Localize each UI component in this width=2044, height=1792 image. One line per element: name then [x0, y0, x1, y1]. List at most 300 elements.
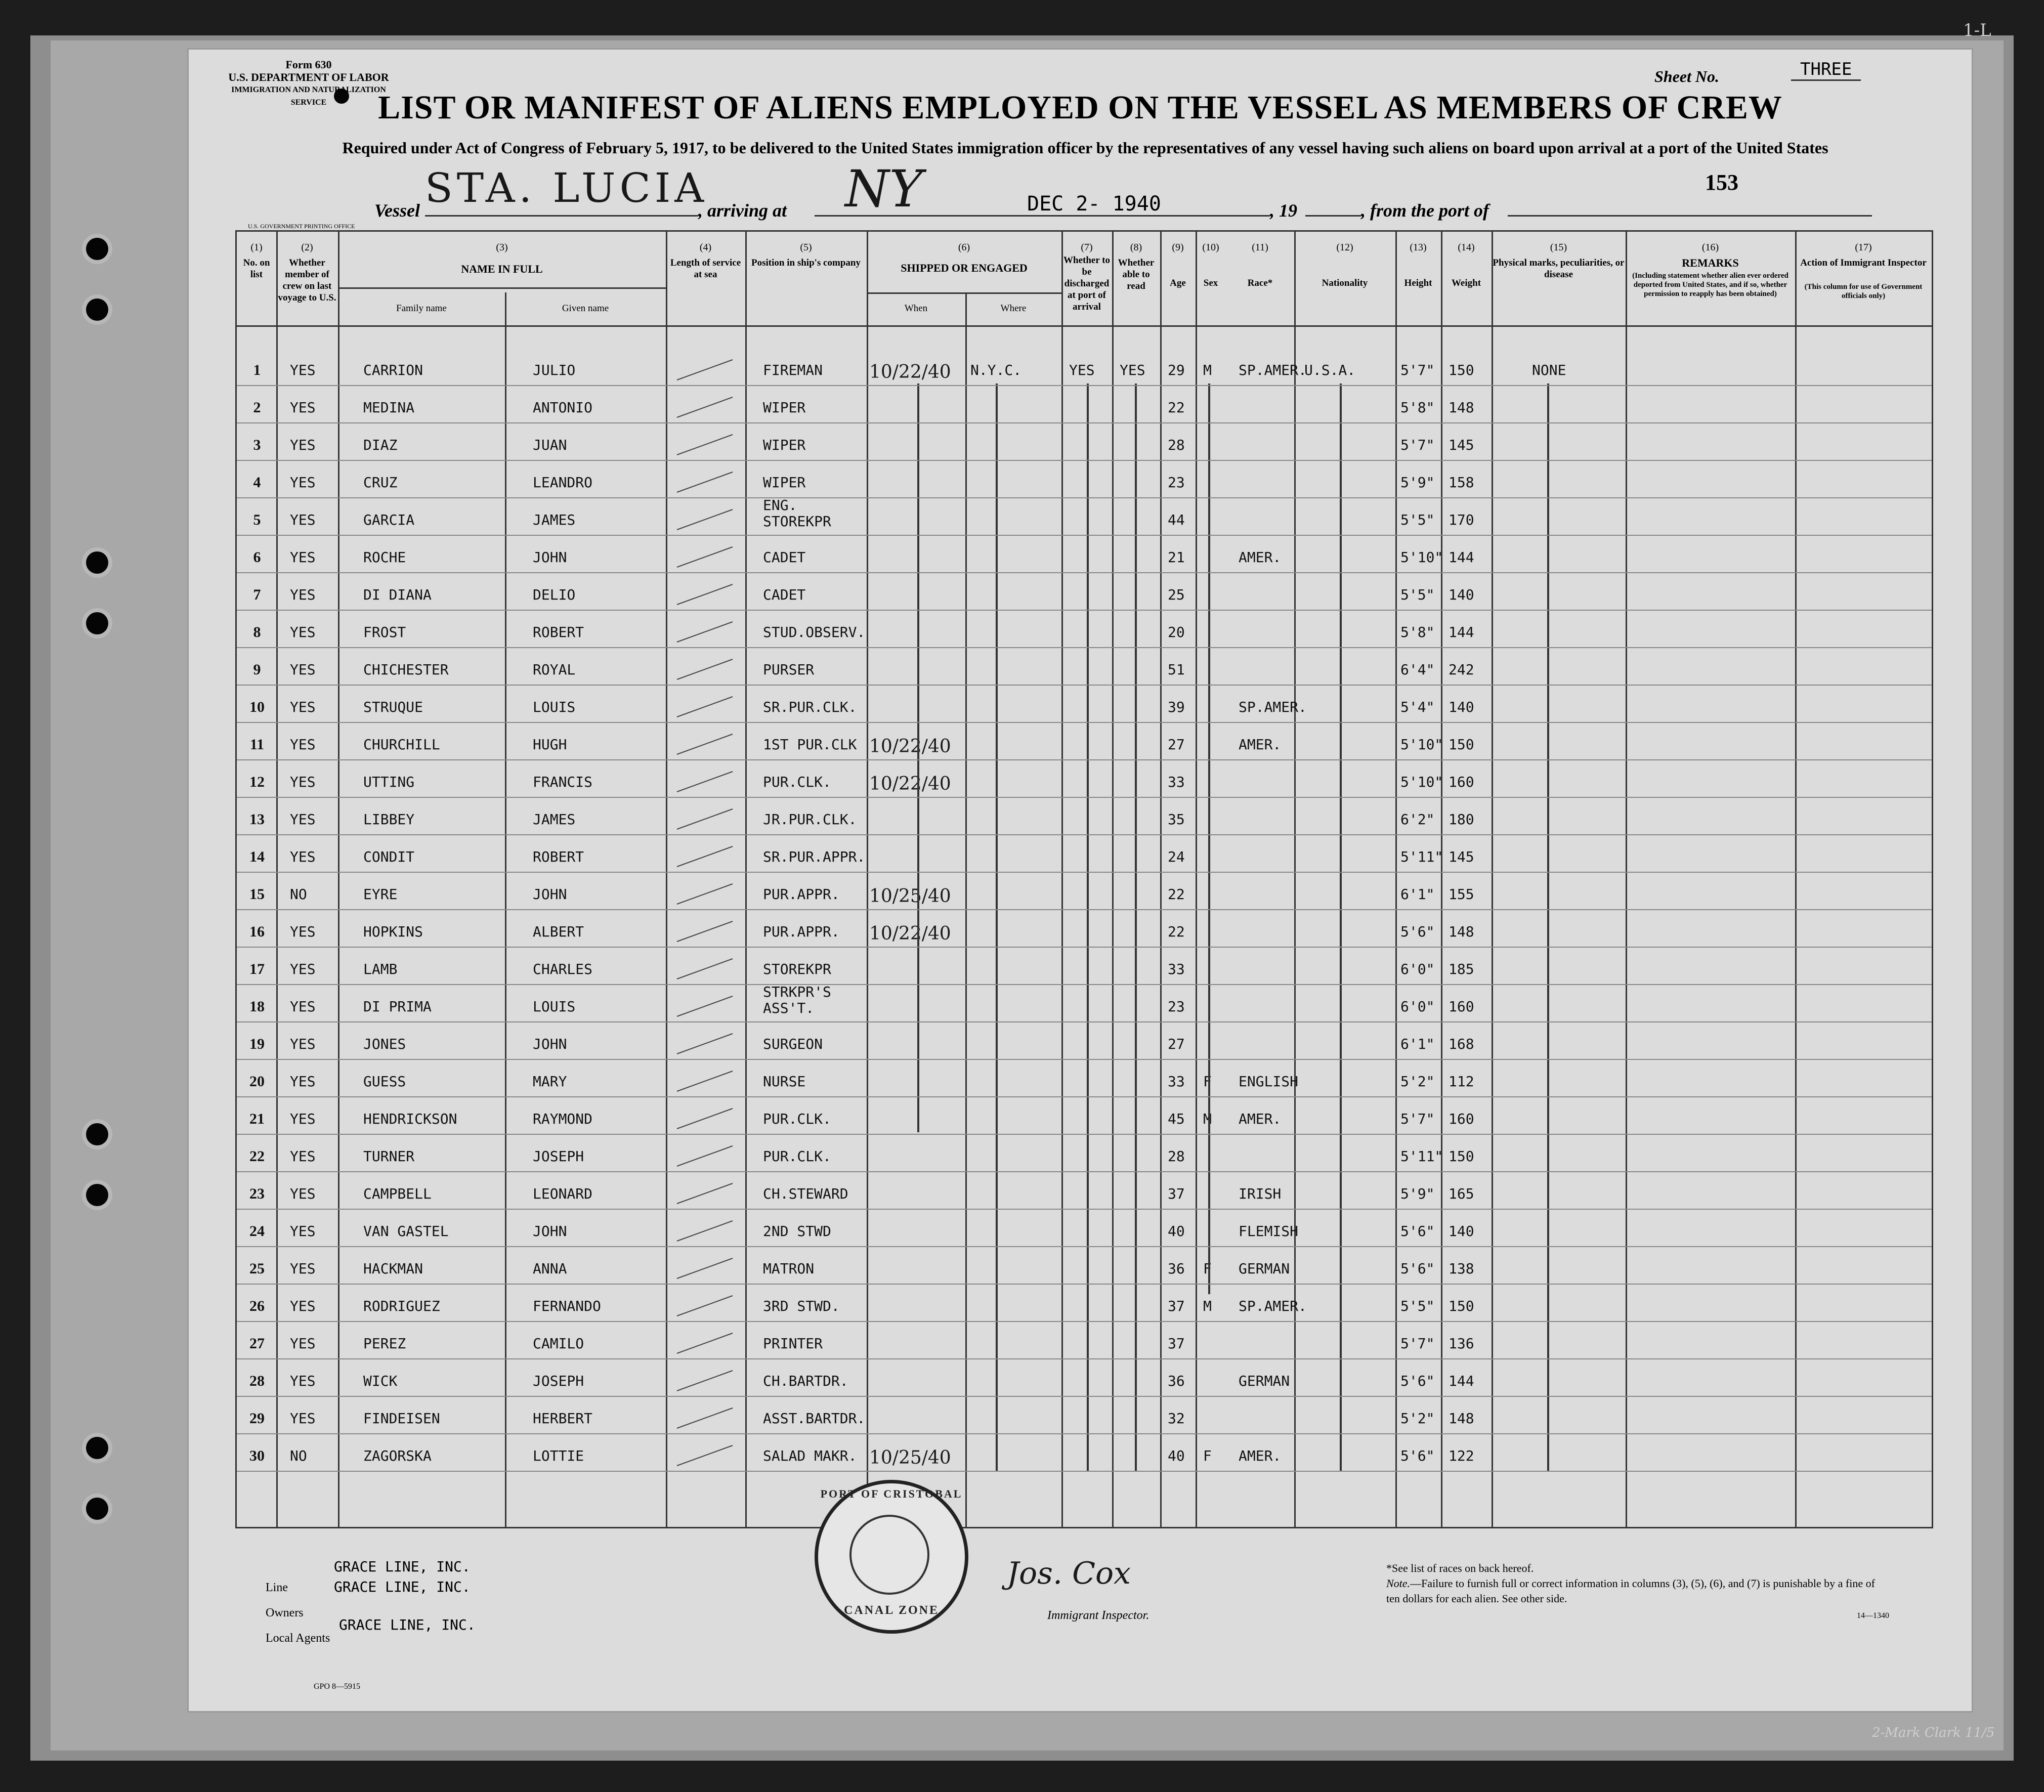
- service-dash: [672, 1029, 748, 1059]
- inspector-signature: Jos. Cox: [1007, 1556, 1131, 1591]
- service-dash: [672, 729, 748, 759]
- weight: 170: [1449, 511, 1474, 528]
- service-dash-stroke: [677, 697, 733, 717]
- col-num-15: (15): [1550, 242, 1567, 253]
- age: 33: [1168, 774, 1185, 790]
- col-hdr-remarks: REMARKS: [1682, 257, 1739, 269]
- margin-mark-top: 1-L: [1963, 20, 1991, 40]
- age: 39: [1168, 699, 1185, 715]
- col-hdr-service: Length of service at sea: [670, 258, 741, 280]
- row-number: 30: [249, 1447, 265, 1464]
- col-num-17: (17): [1855, 242, 1872, 253]
- given-name: JUAN: [533, 437, 567, 453]
- table-row: [237, 984, 1932, 1025]
- position: CADET: [763, 549, 806, 566]
- col-hdr-age: Age: [1170, 278, 1186, 288]
- page-subtitle: Required under Act of Congress of February 5, 1917, to be delivered to the United States immigration officer by the representatives of any vessel having such aliens on board upon arrival at a port of the United States: [342, 139, 1828, 157]
- row-number: 2: [253, 399, 261, 416]
- family-name: CRUZ: [363, 474, 398, 491]
- page-number: 153: [1705, 170, 1738, 195]
- service-dash-stroke: [677, 996, 733, 1016]
- service-dash-stroke: [677, 1296, 733, 1316]
- service-dash-stroke: [677, 509, 733, 530]
- weight: 138: [1449, 1260, 1474, 1277]
- family-name: LIBBEY: [363, 811, 415, 828]
- col-num-4: (4): [699, 242, 712, 253]
- discharged: YES: [1069, 362, 1095, 378]
- row-number: 5: [253, 511, 261, 528]
- age: 44: [1168, 511, 1185, 528]
- sex: M: [1203, 362, 1212, 378]
- height: 6'0": [1400, 961, 1435, 977]
- col-num-11: (11): [1252, 242, 1268, 253]
- row-divider: [237, 1396, 1932, 1397]
- last-voyage: YES: [290, 586, 316, 603]
- owners-label: Owners: [266, 1606, 304, 1619]
- table-row: [237, 1025, 1932, 1062]
- weight: 122: [1449, 1447, 1474, 1464]
- last-voyage: YES: [290, 1298, 316, 1314]
- family-name: UTTING: [363, 774, 415, 790]
- row-number: 26: [249, 1298, 265, 1314]
- service-dash: [672, 1291, 748, 1321]
- last-voyage: YES: [290, 399, 316, 416]
- given-name: JOSEPH: [533, 1373, 584, 1389]
- given-name: MARY: [533, 1073, 567, 1090]
- col-hdr-race: Race*: [1247, 278, 1273, 288]
- service-dash: [672, 467, 748, 497]
- table-row: [237, 1361, 1932, 1399]
- row-divider: [237, 1134, 1932, 1135]
- last-voyage: YES: [290, 362, 316, 378]
- sex: F: [1203, 1260, 1212, 1277]
- weight: 148: [1449, 399, 1474, 416]
- height: 5'5": [1400, 1298, 1435, 1314]
- last-voyage: YES: [290, 1148, 316, 1165]
- row-divider: [237, 1171, 1932, 1172]
- margin-mark-bottom: 2-Mark Clark 11/5: [1872, 1725, 1995, 1740]
- last-voyage: YES: [290, 1373, 316, 1389]
- row-divider: [237, 1471, 1932, 1472]
- height: 5'5": [1400, 511, 1435, 528]
- row-number: 25: [249, 1260, 265, 1277]
- family-name: CONDIT: [363, 848, 415, 865]
- position: CH.STEWARD: [763, 1185, 848, 1202]
- ditto-mark: [996, 383, 998, 1471]
- service-dash: [672, 355, 748, 385]
- weight: 148: [1449, 923, 1474, 940]
- service-dash: [672, 954, 748, 984]
- service-dash: [672, 1141, 748, 1171]
- service-dash: [672, 1403, 748, 1433]
- given-name: JOSEPH: [533, 1148, 584, 1165]
- height: 5'6": [1400, 1447, 1435, 1464]
- height: 6'4": [1400, 661, 1435, 678]
- fine-note: [1386, 1576, 1882, 1606]
- table-row: [237, 912, 1932, 950]
- family-name: ZAGORSKA: [363, 1447, 432, 1464]
- row-divider: [237, 1209, 1932, 1210]
- binder-hole: [86, 1123, 108, 1145]
- col-num-3: (3): [496, 242, 508, 253]
- service-dash: [672, 654, 748, 685]
- service-dash: [672, 1178, 748, 1209]
- position: STRKPR'S ASS'T.: [763, 984, 831, 1016]
- position: JR.PUR.CLK.: [763, 811, 857, 828]
- table-row: [237, 650, 1932, 688]
- sex: F: [1203, 1073, 1212, 1090]
- position: STUD.OBSERV.: [763, 624, 866, 641]
- given-name: LOTTIE: [533, 1447, 584, 1464]
- given-name: ROYAL: [533, 661, 576, 678]
- position: SR.PUR.CLK.: [763, 699, 857, 715]
- position: STOREKPR: [763, 961, 831, 977]
- age: 33: [1168, 961, 1185, 977]
- weight: 144: [1449, 624, 1474, 641]
- weight: 242: [1449, 661, 1474, 678]
- service-dash: [672, 1216, 748, 1246]
- given-name: RAYMOND: [533, 1111, 593, 1127]
- family-name: GARCIA: [363, 511, 415, 528]
- last-voyage: YES: [290, 549, 316, 566]
- row-divider: [237, 1021, 1932, 1022]
- row-number: 15: [249, 886, 265, 903]
- service-dash-stroke: [677, 1183, 733, 1204]
- col-hdr-nationality: Nationality: [1322, 278, 1368, 288]
- position: CADET: [763, 586, 806, 603]
- stamp-center: [849, 1515, 929, 1595]
- ditto-mark: [1340, 383, 1342, 1471]
- service-dash: [672, 1328, 748, 1358]
- row-divider: [237, 797, 1932, 798]
- table-row: [237, 875, 1932, 912]
- ditto-mark: [1547, 383, 1549, 1471]
- company-name: GRACE LINE, INC.: [334, 1558, 471, 1575]
- weight: 144: [1449, 549, 1474, 566]
- given-name: JOHN: [533, 1036, 567, 1052]
- last-voyage: YES: [290, 474, 316, 491]
- table-row: [237, 497, 1932, 538]
- row-number: 16: [249, 923, 265, 940]
- service-dash: [672, 916, 748, 947]
- family-name: DIAZ: [363, 437, 398, 453]
- age: 25: [1168, 586, 1185, 603]
- age: 37: [1168, 1185, 1185, 1202]
- given-name: ROBERT: [533, 848, 584, 865]
- ditto-mark: [1135, 383, 1137, 1471]
- given-name: JOHN: [533, 1223, 567, 1240]
- service-dash: [672, 1103, 748, 1134]
- shipped-where: N.Y.C.: [970, 362, 1022, 378]
- height: 5'9": [1400, 474, 1435, 491]
- last-voyage: YES: [290, 736, 316, 753]
- family-name: LAMB: [363, 961, 398, 977]
- service-dash-stroke: [677, 772, 733, 792]
- weight: 168: [1449, 1036, 1474, 1052]
- binder-hole: [86, 1437, 108, 1459]
- ditto-mark: [1087, 383, 1089, 1471]
- family-name: EYRE: [363, 886, 398, 903]
- table-row: [237, 1436, 1932, 1474]
- age: 23: [1168, 474, 1185, 491]
- age: 40: [1168, 1223, 1185, 1240]
- service-dash: [672, 579, 748, 610]
- position: 2ND STWD: [763, 1223, 831, 1240]
- race: AMER.: [1239, 1447, 1282, 1464]
- family-name: CAMPBELL: [363, 1185, 432, 1202]
- note-text: —Failure to furnish full or correct information in columns (3), (5), (6), and (7) is punishable by a fine of ten dollars for each alien. See other side.: [1386, 1577, 1875, 1605]
- col-hdr-last-voyage: Whether member of crew on last voyage to U.S.: [278, 258, 336, 303]
- last-voyage: YES: [290, 1036, 316, 1052]
- service-dash-stroke: [677, 921, 733, 942]
- service-dash-stroke: [677, 397, 733, 417]
- binder-hole: [86, 612, 108, 634]
- family-name: DI PRIMA: [363, 998, 432, 1015]
- arriving-label: , arriving at: [698, 200, 787, 221]
- col-hdr-weight: Weight: [1451, 278, 1481, 288]
- manifest-sheet: [187, 48, 1973, 1713]
- family-name: HOPKINS: [363, 923, 423, 940]
- row-divider: [237, 610, 1932, 611]
- weight: 140: [1449, 1223, 1474, 1240]
- row-divider: [237, 1321, 1932, 1322]
- col-num-14: (14): [1458, 242, 1475, 253]
- race: AMER.: [1239, 736, 1282, 753]
- height: 5'7": [1400, 362, 1435, 378]
- position: CH.BARTDR.: [763, 1373, 848, 1389]
- age: 37: [1168, 1335, 1185, 1352]
- age: 20: [1168, 624, 1185, 641]
- col-hdr-family: Family name: [396, 303, 447, 314]
- weight: 140: [1449, 699, 1474, 715]
- row-divider: [237, 460, 1932, 461]
- row-divider: [237, 872, 1932, 873]
- given-name: JOHN: [533, 886, 567, 903]
- binder-hole: [86, 551, 108, 574]
- service-dash-stroke: [677, 584, 733, 605]
- height: 6'0": [1400, 998, 1435, 1015]
- row-number: 8: [253, 624, 261, 641]
- family-name: TURNER: [363, 1148, 415, 1165]
- shipped-when: 10/25/40: [869, 1447, 951, 1468]
- crew-table: [235, 230, 1933, 1528]
- weight: 160: [1449, 1111, 1474, 1127]
- age: 23: [1168, 998, 1185, 1015]
- age: 22: [1168, 923, 1185, 940]
- service-dash-stroke: [677, 1408, 733, 1428]
- row-divider: [237, 647, 1932, 648]
- binder-hole: [86, 238, 108, 260]
- service-dash-stroke: [677, 547, 733, 567]
- service-dash-stroke: [677, 622, 733, 642]
- weight: 180: [1449, 811, 1474, 828]
- service-dash: [672, 1066, 748, 1096]
- col-hdr-no: No. on list: [243, 258, 270, 280]
- col-num-12: (12): [1336, 242, 1353, 253]
- position: SALAD MAKR.: [763, 1447, 857, 1464]
- family-name: HENDRICKSON: [363, 1111, 457, 1127]
- given-name: JOHN: [533, 549, 567, 566]
- weight: 155: [1449, 886, 1474, 903]
- family-name: DI DIANA: [363, 586, 432, 603]
- last-voyage: YES: [290, 661, 316, 678]
- position: WIPER: [763, 474, 806, 491]
- age: 37: [1168, 1298, 1185, 1314]
- row-divider: [237, 572, 1932, 573]
- position: 3RD STWD.: [763, 1298, 840, 1314]
- col-hdr-shipped: SHIPPED OR ENGAGED: [901, 262, 1028, 274]
- height: 5'2": [1400, 1410, 1435, 1427]
- height: 6'1": [1400, 886, 1435, 903]
- given-name: JAMES: [533, 811, 576, 828]
- arrival-date: DEC 2- 1940: [1027, 192, 1161, 216]
- age: 28: [1168, 437, 1185, 453]
- height: 5'4": [1400, 699, 1435, 715]
- age: 51: [1168, 661, 1185, 678]
- row-number: 6: [253, 549, 261, 566]
- row-number: 13: [249, 811, 265, 828]
- row-divider: [237, 1284, 1932, 1285]
- service-dash: [672, 504, 748, 535]
- col-hdr-given: Given name: [562, 303, 609, 314]
- last-voyage: YES: [290, 923, 316, 940]
- table-row: [237, 1099, 1932, 1137]
- given-name: ROBERT: [533, 624, 584, 641]
- weight: 145: [1449, 437, 1474, 453]
- weight: 145: [1449, 848, 1474, 865]
- service-dash-stroke: [677, 884, 733, 904]
- row-divider: [237, 422, 1932, 423]
- given-name: CHARLES: [533, 961, 593, 977]
- col-num-5: (5): [800, 242, 812, 253]
- family-name: MEDINA: [363, 399, 415, 416]
- height: 5'10": [1400, 736, 1443, 753]
- service-dash: [672, 879, 748, 909]
- row-number: 14: [249, 848, 265, 865]
- col-num-1: (1): [250, 242, 263, 253]
- shipped-when: 10/25/40: [869, 886, 951, 907]
- race: FLEMISH: [1239, 1223, 1299, 1240]
- weight: 160: [1449, 998, 1474, 1015]
- last-voyage: YES: [290, 1111, 316, 1127]
- height: 5'6": [1400, 923, 1435, 940]
- weight: 140: [1449, 586, 1474, 603]
- given-name: CAMILO: [533, 1335, 584, 1352]
- table-row: [237, 1287, 1932, 1324]
- table-row: [237, 538, 1932, 575]
- position: ENG. STOREKPR: [763, 497, 831, 530]
- from-port-label: , from the port of: [1361, 200, 1489, 221]
- age: 40: [1168, 1447, 1185, 1464]
- weight: 112: [1449, 1073, 1474, 1090]
- service-dash-stroke: [677, 435, 733, 455]
- age: 29: [1168, 362, 1185, 378]
- row-divider: [237, 834, 1932, 835]
- table-row: [237, 688, 1932, 725]
- height: 5'11": [1400, 848, 1443, 865]
- row-number: 11: [249, 736, 265, 753]
- table-row: [237, 463, 1932, 500]
- binder-hole: [86, 1498, 108, 1520]
- height: 5'10": [1400, 549, 1443, 566]
- col-hdr-where: Where: [1000, 303, 1027, 314]
- given-name: LOUIS: [533, 699, 576, 715]
- service-dash: [672, 1440, 748, 1471]
- ditto-mark: [917, 383, 919, 1132]
- printer-code: GPO 8—5915: [314, 1682, 361, 1691]
- row-number: 21: [249, 1111, 265, 1127]
- height: 5'11": [1400, 1148, 1443, 1165]
- race: SP.AMER.: [1239, 699, 1307, 715]
- service-dash-stroke: [677, 959, 733, 979]
- arriving-port: NY: [845, 159, 923, 219]
- last-voyage: YES: [290, 511, 316, 528]
- row-number: 27: [249, 1335, 265, 1352]
- row-number: 18: [249, 998, 265, 1015]
- table-row: [237, 425, 1932, 463]
- year-underline: [1305, 215, 1361, 217]
- age: 24: [1168, 848, 1185, 865]
- table-row: [237, 1212, 1932, 1249]
- ditto-mark: [1208, 383, 1210, 1294]
- height: 5'6": [1400, 1373, 1435, 1389]
- weight: 150: [1449, 736, 1474, 753]
- col-hdr-read: Whether able to read: [1118, 258, 1155, 291]
- given-name: JULIO: [533, 362, 576, 378]
- col-num-6: (6): [958, 242, 970, 253]
- race: GERMAN: [1239, 1373, 1290, 1389]
- height: 5'8": [1400, 399, 1435, 416]
- races-note: *See list of races on back hereof.: [1386, 1562, 1534, 1574]
- year-label: , 19: [1270, 200, 1297, 221]
- given-name: LEANDRO: [533, 474, 593, 491]
- age: 22: [1168, 886, 1185, 903]
- service-dash-stroke: [677, 1108, 733, 1129]
- col-hdr-when: When: [904, 303, 928, 314]
- position: PUR.APPR.: [763, 923, 840, 940]
- height: 5'8": [1400, 624, 1435, 641]
- race: ENGLISH: [1239, 1073, 1299, 1090]
- position: PURSER: [763, 661, 815, 678]
- vessel-label: Vessel: [374, 200, 420, 221]
- family-name: FINDEISEN: [363, 1410, 440, 1427]
- col-num-16: (16): [1701, 242, 1719, 253]
- table-row: [237, 950, 1932, 987]
- row-number: 12: [249, 774, 265, 790]
- service-dash: [672, 1366, 748, 1396]
- service-dash-stroke: [677, 659, 733, 679]
- row-number: 20: [249, 1073, 265, 1090]
- family-name: VAN GASTEL: [363, 1223, 449, 1240]
- row-divider: [237, 1246, 1932, 1247]
- family-name: CHICHESTER: [363, 661, 449, 678]
- weight: 158: [1449, 474, 1474, 491]
- service-dash: [672, 804, 748, 834]
- last-voyage: YES: [290, 998, 316, 1015]
- form-number: Form 630: [285, 58, 332, 71]
- position: WIPER: [763, 437, 806, 453]
- family-name: GUESS: [363, 1073, 406, 1090]
- row-divider: [237, 1096, 1932, 1097]
- last-voyage: YES: [290, 437, 316, 453]
- height: 5'5": [1400, 586, 1435, 603]
- col-hdr-action: Action of Immigrant Inspector: [1800, 258, 1927, 268]
- weight: 165: [1449, 1185, 1474, 1202]
- row-number: 19: [249, 1036, 265, 1052]
- col-hdr-sex: Sex: [1203, 278, 1218, 288]
- table-row: [237, 351, 1932, 388]
- service-dash-stroke: [677, 472, 733, 492]
